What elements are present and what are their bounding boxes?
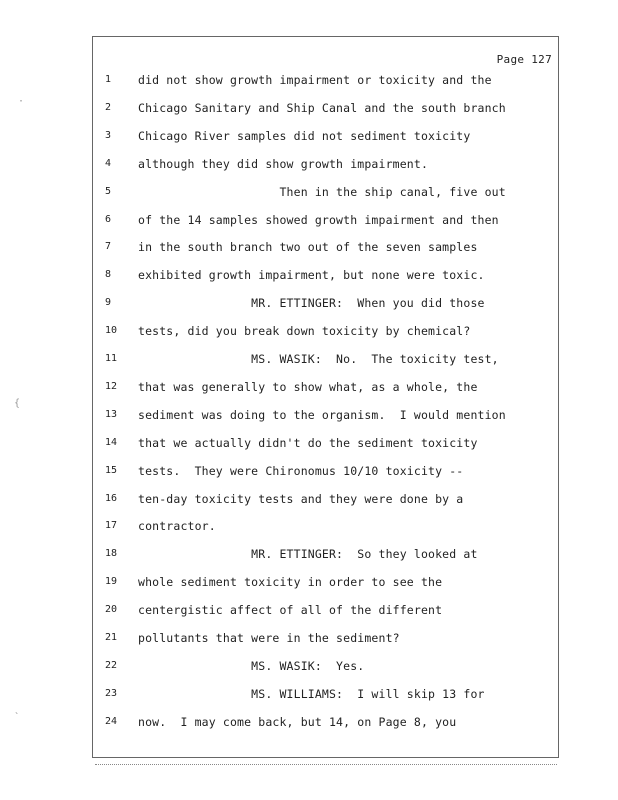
line-number: 23 [105,687,118,699]
line-text: Then in the ship canal, five out [138,184,506,199]
line-text: tests. They were Chironomus 10/10 toxicity -- [138,463,464,478]
transcript-line [93,575,558,591]
footer-rule [95,764,557,765]
line-number: 11 [105,353,118,364]
transcript-line [93,547,558,563]
line-text: that we actually didn't do the sediment toxicity [138,435,478,450]
line-number: 12 [105,380,118,392]
line-number: 14 [105,436,118,448]
transcript-line [93,185,558,201]
line-number: 1 [105,74,112,85]
line-text: exhibited growth impairment, but none were toxic. [138,268,485,283]
line-number: 16 [105,492,118,504]
line-text: of the 14 samples showed growth impairment and then [138,212,499,227]
margin-dot: · [18,96,25,107]
transcript-line [93,687,558,703]
line-number: 4 [105,157,112,169]
line-number: 13 [105,408,118,420]
transcript-line [93,436,558,452]
transcript-line [93,157,558,173]
line-number: 10 [105,325,118,337]
line-number: 24 [105,715,118,727]
line-number: 19 [105,576,118,588]
line-text: ten-day toxicity tests and they were done by a [138,491,464,506]
line-number: 3 [105,129,112,141]
transcript-line [93,408,558,424]
line-text: sediment was doing to the organism. I would mention [138,407,506,422]
line-text: MS. WASIK: No. The toxicity test, [138,352,499,366]
line-text: that was generally to show what, as a whole, the [138,379,478,394]
transcript-line [93,324,558,340]
line-text: Chicago River samples did not sediment toxicity [138,128,471,143]
line-number: 22 [105,659,118,671]
line-number: 21 [105,632,118,643]
transcript-line [93,380,558,396]
line-text: did not show growth impairment or toxicity and the [138,73,492,87]
transcript-line [93,268,558,284]
line-text: MR. ETTINGER: When you did those [138,296,485,311]
transcript-line [93,240,558,256]
transcript-line [93,519,558,535]
transcript-line [93,492,558,508]
line-text: centergistic affect of all of the different [138,603,443,618]
line-text: MR. ETTINGER: So they looked at [138,547,478,562]
line-number: 8 [105,269,112,281]
line-text: MS. WILLIAMS: I will skip 13 for [138,686,485,701]
line-number: 6 [105,213,112,225]
line-text: in the south branch two out of the seven samples [138,240,478,255]
transcript-line [93,73,558,89]
margin-tick: ` [14,712,21,723]
transcript-line [93,101,558,117]
line-number: 20 [105,604,118,616]
line-text: whole sediment toxicity in order to see the [138,575,443,590]
margin-bracket: { [14,398,21,409]
transcript-page-frame [92,36,559,758]
transcript-line [93,659,558,675]
transcript-line [93,464,558,480]
line-number: 7 [105,241,112,253]
transcript-line [93,213,558,229]
line-text: contractor. [138,519,216,534]
line-number: 17 [105,520,118,532]
line-text: now. I may come back, but 14, on Page 8, you [138,714,457,729]
line-text: MS. WASIK: Yes. [138,658,365,673]
line-text: tests, did you break down toxicity by chemical? [138,324,471,339]
line-number: 9 [105,297,112,309]
transcript-line [93,352,558,368]
line-text: Chicago Sanitary and Ship Canal and the south branch [138,100,506,115]
transcript-line [93,715,558,731]
transcript-line [93,631,558,647]
line-text: pollutants that were in the sediment? [138,631,400,645]
line-number: 5 [105,185,112,197]
line-number: 18 [105,548,118,560]
transcript-line [93,296,558,312]
page-number: Page 127 [496,53,552,66]
line-number: 2 [105,101,112,113]
line-text: although they did show growth impairment. [138,156,429,171]
transcript-line [93,129,558,145]
transcript-line [93,603,558,619]
line-number: 15 [105,464,118,476]
